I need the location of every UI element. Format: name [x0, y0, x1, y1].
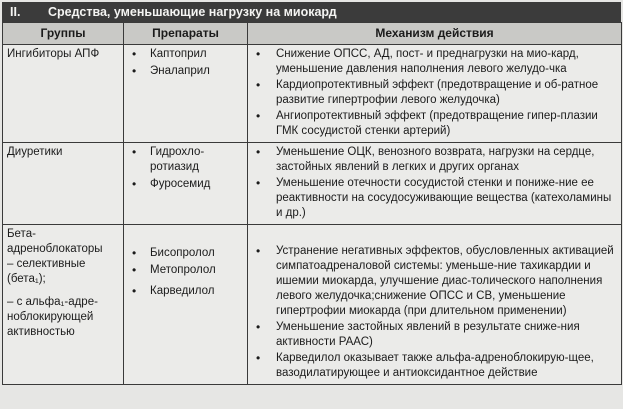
column-header-mechanism: Механизм действия [248, 23, 622, 45]
group-cell [3, 45, 124, 143]
mechanism-cell [248, 225, 622, 385]
group-cell [3, 143, 124, 225]
mechanism-item: • Ангиопротективный эффект (предотвращение гипер-плазии ГМК сосудистой стенки артерий) [252, 109, 617, 139]
drug-item: • Фуросемид [128, 177, 243, 192]
drugs-cell [124, 143, 248, 225]
section-number: II. [10, 5, 21, 19]
group-cell [3, 225, 124, 385]
table-row [3, 225, 622, 385]
drug-item: • Каптоприл [128, 47, 243, 62]
column-header-groups: Группы [3, 23, 124, 45]
drug-item: • Бисопролол [128, 246, 243, 261]
table-header-row [3, 23, 622, 45]
group-name: Диуретики [7, 146, 63, 158]
mechanism-cell [248, 45, 622, 143]
table-row [3, 143, 622, 225]
drugs-cell [124, 45, 248, 143]
table-row [3, 45, 622, 143]
drug-item: • Метопролол [128, 263, 243, 278]
mechanism-item: • Уменьшение ОЦК, венозного возврата, нагрузки на сердце, застойных явлений в легких и других органах [252, 145, 617, 175]
mechanism-item: • Уменьшение застойных явлений в результате сниже-ния активности РААС) [252, 320, 617, 350]
column-header-drugs: Препараты [124, 23, 248, 45]
drug-item: • Эналаприл [128, 64, 243, 79]
mechanism-cell [248, 143, 622, 225]
subgroup-selective: – селективные (бета₁); [7, 258, 86, 285]
group-name: Бета-адреноблокаторы [7, 228, 103, 255]
drug-item: • Гидрохло-ротиазид [128, 145, 243, 175]
mechanism-item: • Карведилол оказывает также альфа-адреноблокирую-щее, вазодилатирующее и антиоксидантное действие [252, 351, 617, 381]
mechanism-item: • Уменьшение отечности сосудистой стенки и пониже-ние ее реактивности на сосудосуживающие вещества (катехоламины и др.) [252, 176, 617, 221]
drug-item: • Карведилол [128, 284, 243, 299]
section-title: Средства, уменьшающие нагрузку на миокард [48, 5, 337, 19]
drug-table [2, 22, 622, 385]
subgroup-alpha-blocking: – с альфа₁-адре-ноблокирующей активностью [7, 296, 98, 338]
section-header [2, 2, 621, 22]
group-name: Ингибиторы АПФ [7, 48, 100, 60]
drugs-cell [124, 225, 248, 385]
mechanism-item: • Кардиопротективный эффект (предотвращение и об-ратное развитие гипертрофии левого желудочка) [252, 78, 617, 108]
mechanism-item: • Снижение ОПСС, АД, пост- и преднагрузки на мио-кард, уменьшение давления наполнения левого желудо-чка [252, 47, 617, 77]
mechanism-item: • Устранение негативных эффектов, обусловленных активацией симпатоадреналовой системы: уменьше-ние тахикардии и ишемии миокарда, улучшение диас-толического наполнения левого желудочка;снижение ОПСС и СВ, уменьшение гипертрофии миокарда (при длительном применении) [252, 244, 617, 319]
